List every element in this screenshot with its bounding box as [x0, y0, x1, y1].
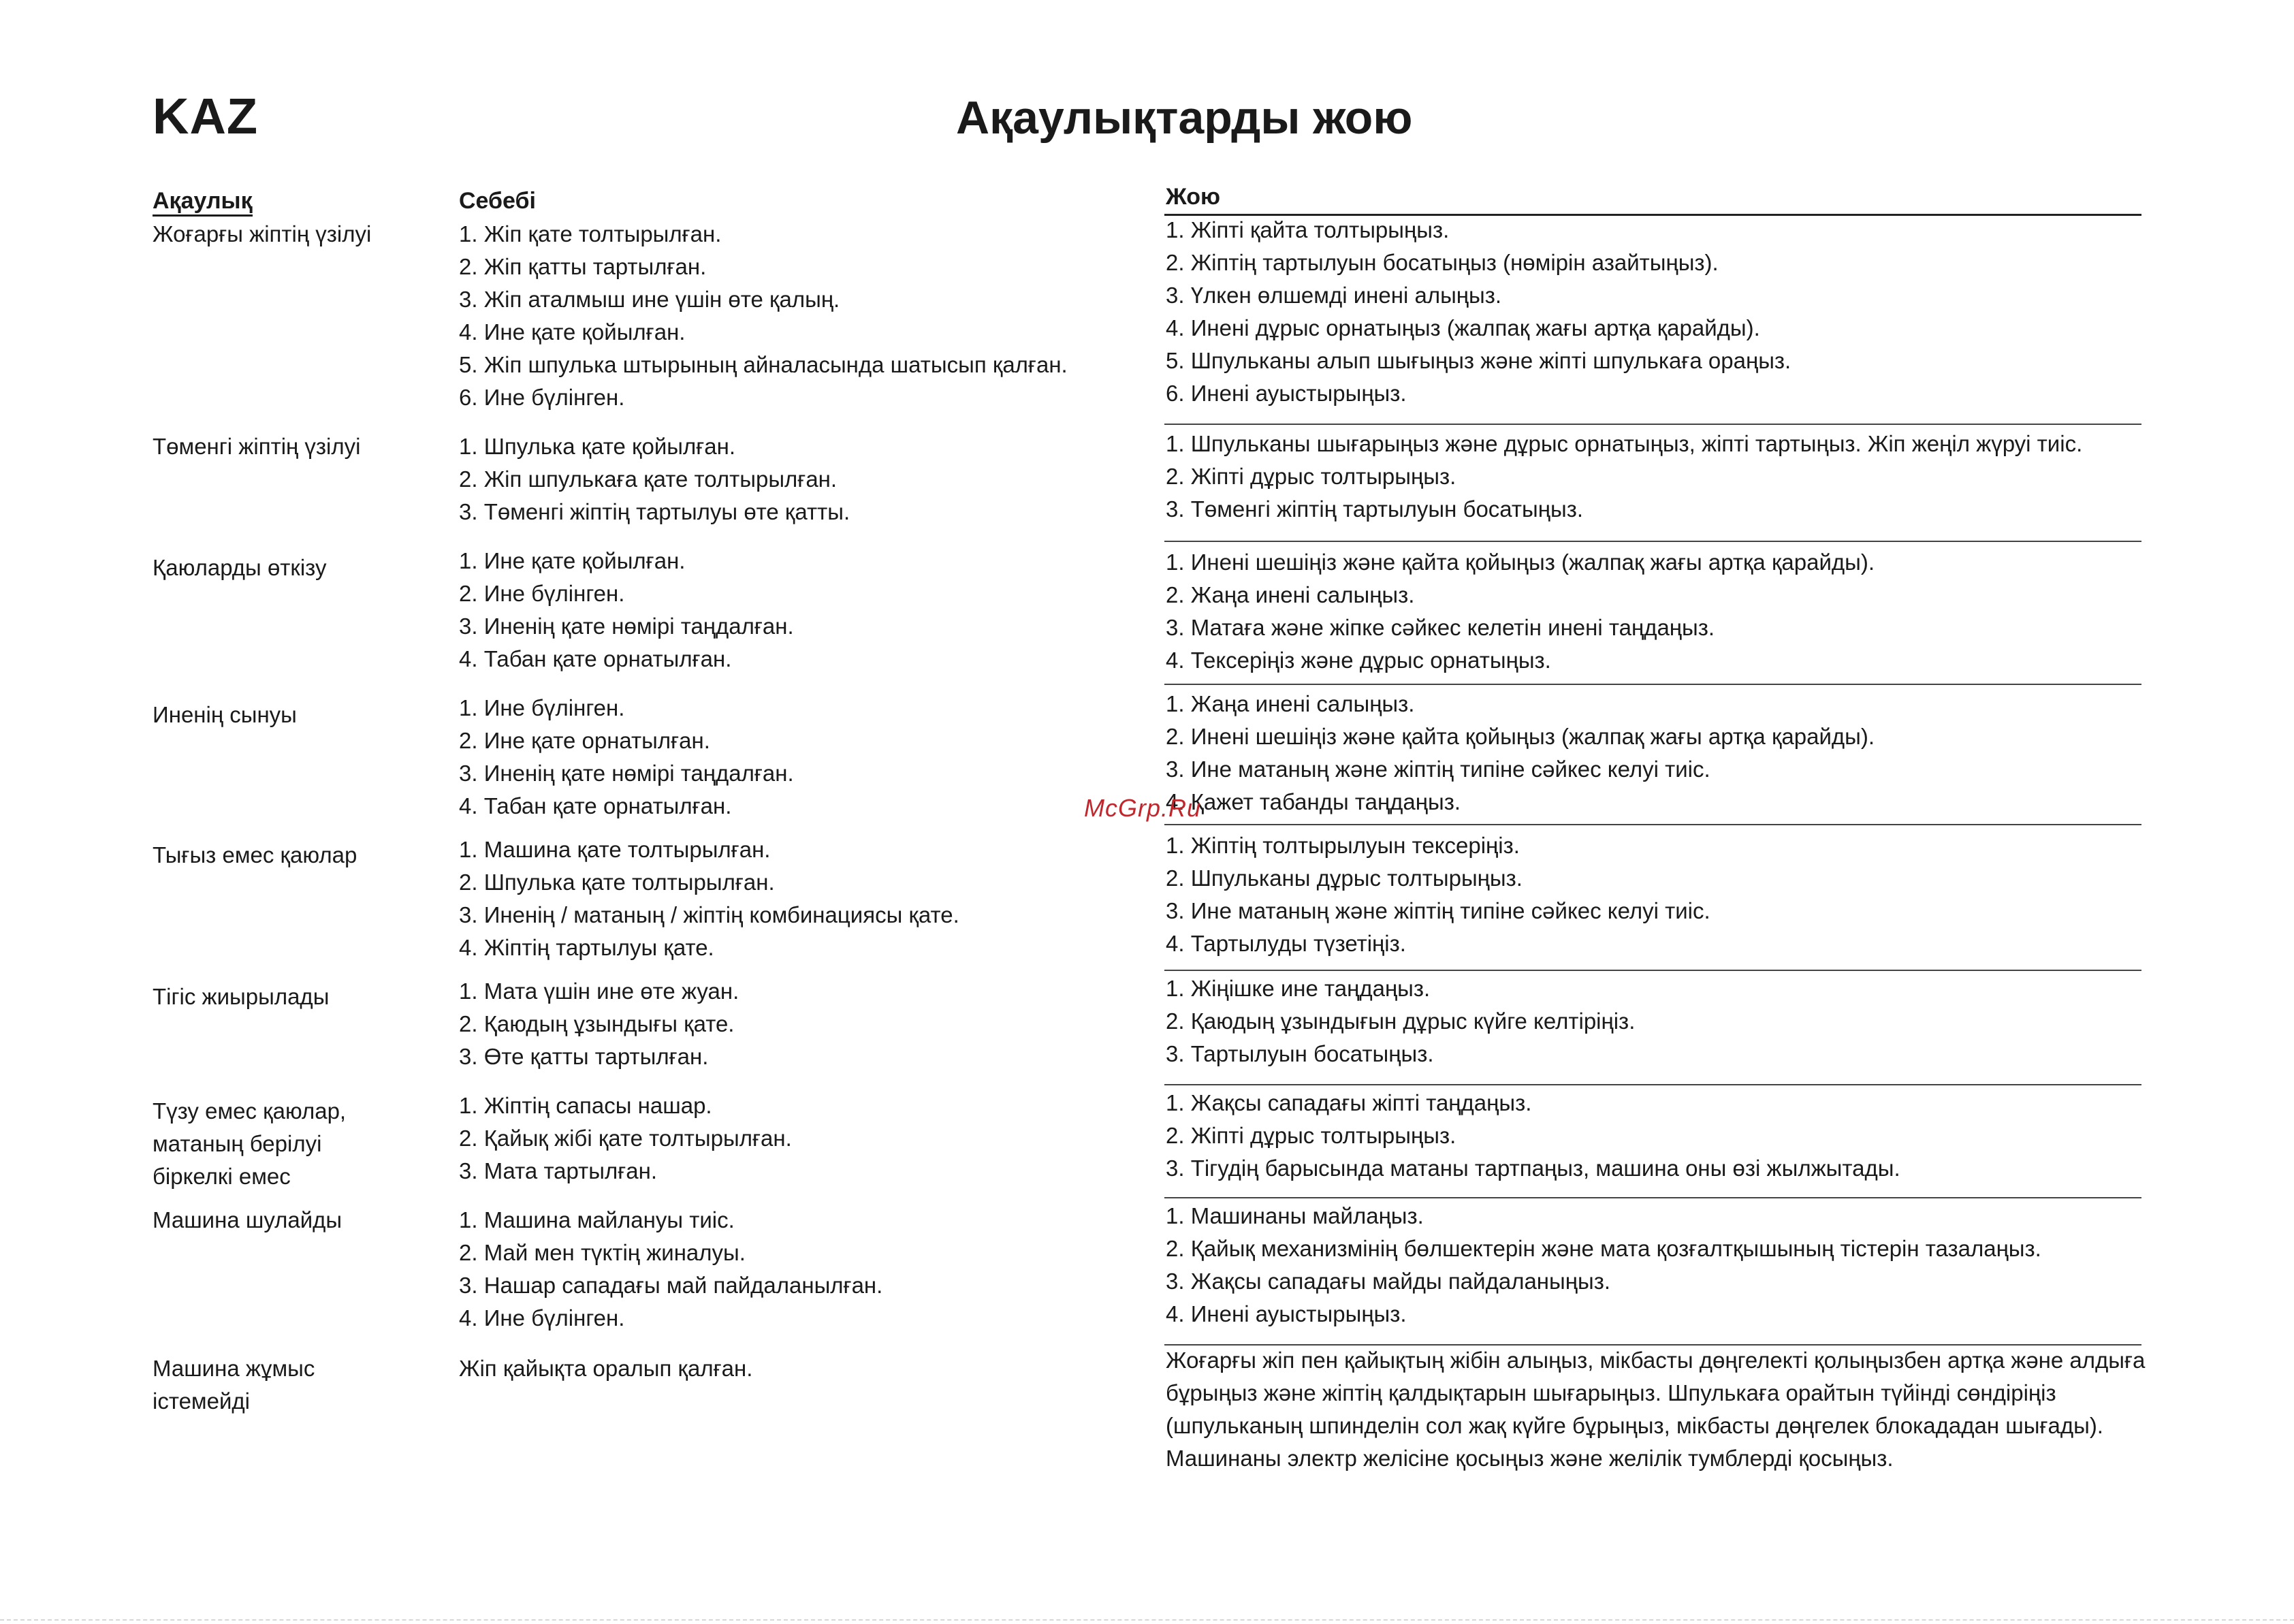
cause-item: 3. Иненің қате нөмірі таңдалған. — [459, 761, 794, 786]
cause-item: 4. Ине қате қойылған. — [459, 319, 686, 345]
fault-line: істемейді — [153, 1388, 250, 1414]
fault-line: Иненің сынуы — [153, 702, 297, 727]
cause-item: 2. Жіп қатты тартылған. — [459, 254, 707, 279]
fault-line: матаның берілуі — [153, 1131, 322, 1156]
fault-cell — [153, 839, 357, 872]
fix-item: 3. Ине матаның және жіптің типіне сәйкес келуі тиіс. — [1166, 898, 1710, 923]
fix-item: 4. Тартылуды түзетіңіз. — [1166, 931, 1406, 956]
fix-item: 5. Шпульканы алып шығыңыз және жіпті шпулькаға ораңыз. — [1166, 348, 1791, 373]
watermark: McGrp.Ru — [1084, 794, 1202, 822]
fix-item: 3. Үлкен өлшемді инені алыңыз. — [1166, 283, 1502, 308]
fault-line: Төменгі жіптің үзілуі — [153, 434, 361, 459]
fix-item: 1. Жақсы сападағы жіпті таңдаңыз. — [1166, 1090, 1532, 1115]
fix-item: 3. Жақсы сападағы майды пайдаланыңыз. — [1166, 1269, 1610, 1294]
fault-line: біркелкі емес — [153, 1164, 291, 1189]
row-divider — [1164, 970, 2141, 971]
cause-item: 1. Ине бүлінген. — [459, 695, 625, 720]
fault-line: Түзу емес қаюлар, — [153, 1098, 347, 1124]
cause-item: 1. Жіп қате толтырылған. — [459, 221, 722, 246]
cause-item: 1. Жіптің сапасы нашар. — [459, 1093, 712, 1118]
fix-item: 4. Инені ауыстырыңыз. — [1166, 1301, 1407, 1326]
cause-item: 6. Ине бүлінген. — [459, 385, 625, 410]
fix-item: 1. Жаңа инені салыңыз. — [1166, 691, 1415, 716]
fix-list — [1166, 428, 2082, 526]
cause-item: 3. Нашар сападағы май пайдаланылған. — [459, 1273, 883, 1298]
cause-list — [459, 1204, 882, 1335]
column-header-fix: Жою — [1166, 184, 1221, 210]
cause-item: 2. Шпулька қате толтырылған. — [459, 870, 775, 895]
fault-cell — [153, 1204, 342, 1237]
cause-item: 3. Мата тартылған. — [459, 1158, 658, 1183]
fix-list — [1166, 829, 1710, 960]
fix-item: 4. Инені дұрыс орнатыңыз (жалпақ жағы артқа қарайды). — [1166, 315, 1760, 340]
fix-item: 1. Шпульканы шығарыңыз және дұрыс орнатыңыз, жіпті тартыңыз. Жіп жеңіл жүруі тиіс. — [1166, 431, 2083, 456]
fault-cell — [153, 1352, 315, 1418]
fix-item: 2. Жіпті дұрыс толтырыңыз. — [1166, 1123, 1456, 1148]
fix-item: 1. Жіптің толтырылуын тексеріңіз. — [1166, 833, 1520, 858]
row-divider — [1164, 1084, 2141, 1085]
cause-item: 2. Қайық жібі қате толтырылған. — [459, 1126, 792, 1151]
fix-paragraph: Жоғарғы жіп пен қайықтың жібін алыңыз, мікбасты дөңгелекті қолыңызбен артқа және алдыға бұрыңыз және жіптің қалдықтарын шығарыңыз. Шпулькаға орайтын түйінді сөндіріңіз (шпульканың шпинделін сол жақ күйге бұрыңыз, мікбасты дөңгелек блокададан шығады). Машинаны электр желісіне қосыңыз және желілік тумблерді қосыңыз. — [1166, 1348, 2146, 1471]
fault-line: Қаюларды өткізу — [153, 555, 327, 580]
cause-item: 2. Жіп шпулькаға қате толтырылған. — [459, 466, 838, 492]
fix-list — [1166, 214, 1791, 410]
fix-item: 3. Ине матаның және жіптің типіне сәйкес келуі тиіс. — [1166, 757, 1710, 782]
fix-list — [1166, 1087, 1900, 1185]
fix-item: 1. Жіңішке ине таңдаңыз. — [1166, 976, 1431, 1001]
cause-item: 3. Өте қатты тартылған. — [459, 1044, 709, 1069]
fix-item: 3. Матаға және жіпке сәйкес келетін инені таңдаңыз. — [1166, 615, 1715, 640]
fix-item: 2. Шпульканы дұрыс толтырыңыз. — [1166, 865, 1523, 891]
fix-item: 3. Тігудің барысында матаны тартпаңыз, машина оны өзі жылжытады. — [1166, 1156, 1900, 1181]
fix-item: 2. Қаюдың ұзындығын дұрыс күйге келтіріңіз. — [1166, 1008, 1636, 1034]
fix-item: 3. Тартылуын босатыңыз. — [1166, 1041, 1434, 1066]
row-divider — [1164, 424, 2141, 425]
cause-item: 3. Иненің / матаның / жіптің комбинациясы қате. — [459, 902, 959, 927]
cause-item: 2. Қаюдың ұзындығы қате. — [459, 1011, 735, 1036]
fix-item: 1. Машинаны майлаңыз. — [1166, 1203, 1424, 1228]
cause-list — [459, 975, 739, 1073]
language-code: KAZ — [153, 88, 259, 144]
cause-list — [459, 1352, 752, 1385]
fault-line: Машина шулайды — [153, 1207, 342, 1232]
column-header-fault: Ақаулық — [153, 188, 253, 217]
fix-item: 6. Инені ауыстырыңыз. — [1166, 381, 1407, 406]
cause-item: 2. Ине қате орнатылған. — [459, 728, 710, 753]
cause-item: 3. Жіп аталмыш ине үшін өте қалың. — [459, 287, 840, 312]
cause-item: 1. Шпулька қате қойылған. — [459, 434, 736, 459]
cause-item: 4. Табан қате орнатылған. — [459, 646, 732, 671]
fix-item: 2. Инені шешіңіз және қайта қойыңыз (жалпақ жағы артқа қарайды). — [1166, 724, 1875, 749]
fix-item: 3. Төменгі жіптің тартылуын босатыңыз. — [1166, 496, 1583, 522]
cause-item: 1. Машина қате толтырылған. — [459, 837, 771, 862]
cause-item: 1. Ине қате қойылған. — [459, 548, 686, 573]
cause-list — [459, 833, 959, 964]
fix-list — [1166, 546, 1875, 677]
cause-item: 3. Төменгі жіптің тартылуы өте қатты. — [459, 499, 850, 524]
row-divider — [1164, 684, 2141, 685]
fault-cell — [153, 218, 371, 251]
cause-item: Жіп қайықта оралып қалған. — [459, 1356, 753, 1381]
fix-item: 2. Қайық механизмінің бөлшектерін және мата қозғалтқышының тістерін тазалаңыз. — [1166, 1236, 2041, 1261]
fix-item: 4. Тексеріңіз және дұрыс орнатыңыз. — [1166, 648, 1551, 673]
cause-item: 2. Май мен түктің жиналуы. — [459, 1240, 746, 1265]
cause-item: 5. Жіп шпулька штырының айналасында шатысып қалған. — [459, 352, 1068, 377]
column-header-cause: Себебі — [459, 188, 536, 214]
fault-cell — [153, 430, 360, 463]
cause-item: 3. Иненің қате нөмірі таңдалған. — [459, 614, 794, 639]
row-divider — [1164, 824, 2141, 825]
fault-line: Тігіс жиырылады — [153, 984, 330, 1009]
fix-item: 4. Қажет табанды таңдаңыз. — [1166, 789, 1461, 814]
cause-list — [459, 1089, 792, 1188]
cause-item: 4. Жіптің тартылуы қате. — [459, 935, 714, 960]
fix-item: 2. Жіпті дұрыс толтырыңыз. — [1166, 464, 1456, 489]
row-divider — [1164, 1197, 2141, 1198]
fix-item: 2. Жіптің тартылуын босатыңыз (нөмірін азайтыңыз). — [1166, 250, 1719, 275]
fault-cell — [153, 699, 297, 731]
cause-item: 4. Табан қате орнатылған. — [459, 793, 732, 818]
cause-item: 1. Мата үшін ине өте жуан. — [459, 978, 739, 1004]
row-divider — [1164, 541, 2141, 542]
fix-list — [1166, 972, 1635, 1070]
fix-item: 1. Инені шешіңіз және қайта қойыңыз (жалпақ жағы артқа қарайды). — [1166, 550, 1875, 575]
fault-cell — [153, 981, 329, 1013]
cause-list — [459, 545, 794, 675]
cause-item: 4. Ине бүлінген. — [459, 1305, 625, 1331]
fix-list — [1166, 688, 1875, 818]
cause-list — [459, 430, 850, 528]
fix-item: 2. Жаңа инені салыңыз. — [1166, 582, 1415, 607]
cause-list — [459, 692, 794, 823]
page-title: Ақаулықтарды жою — [956, 92, 1413, 144]
fault-line: Тығыз емес қаюлар — [153, 842, 357, 867]
cause-item: 1. Машина майлануы тиіс. — [459, 1207, 735, 1232]
fix-list — [1166, 1200, 2041, 1331]
cause-item: 2. Ине бүлінген. — [459, 581, 625, 606]
cause-list — [459, 218, 1068, 414]
fault-line: Жоғарғы жіптің үзілуі — [153, 221, 372, 246]
fix-item: 1. Жіпті қайта толтырыңыз. — [1166, 217, 1450, 242]
fault-cell — [153, 552, 326, 584]
page-bottom-edge — [0, 1619, 2294, 1622]
fault-cell — [153, 1095, 346, 1193]
fault-line: Машина жұмыс — [153, 1356, 315, 1381]
